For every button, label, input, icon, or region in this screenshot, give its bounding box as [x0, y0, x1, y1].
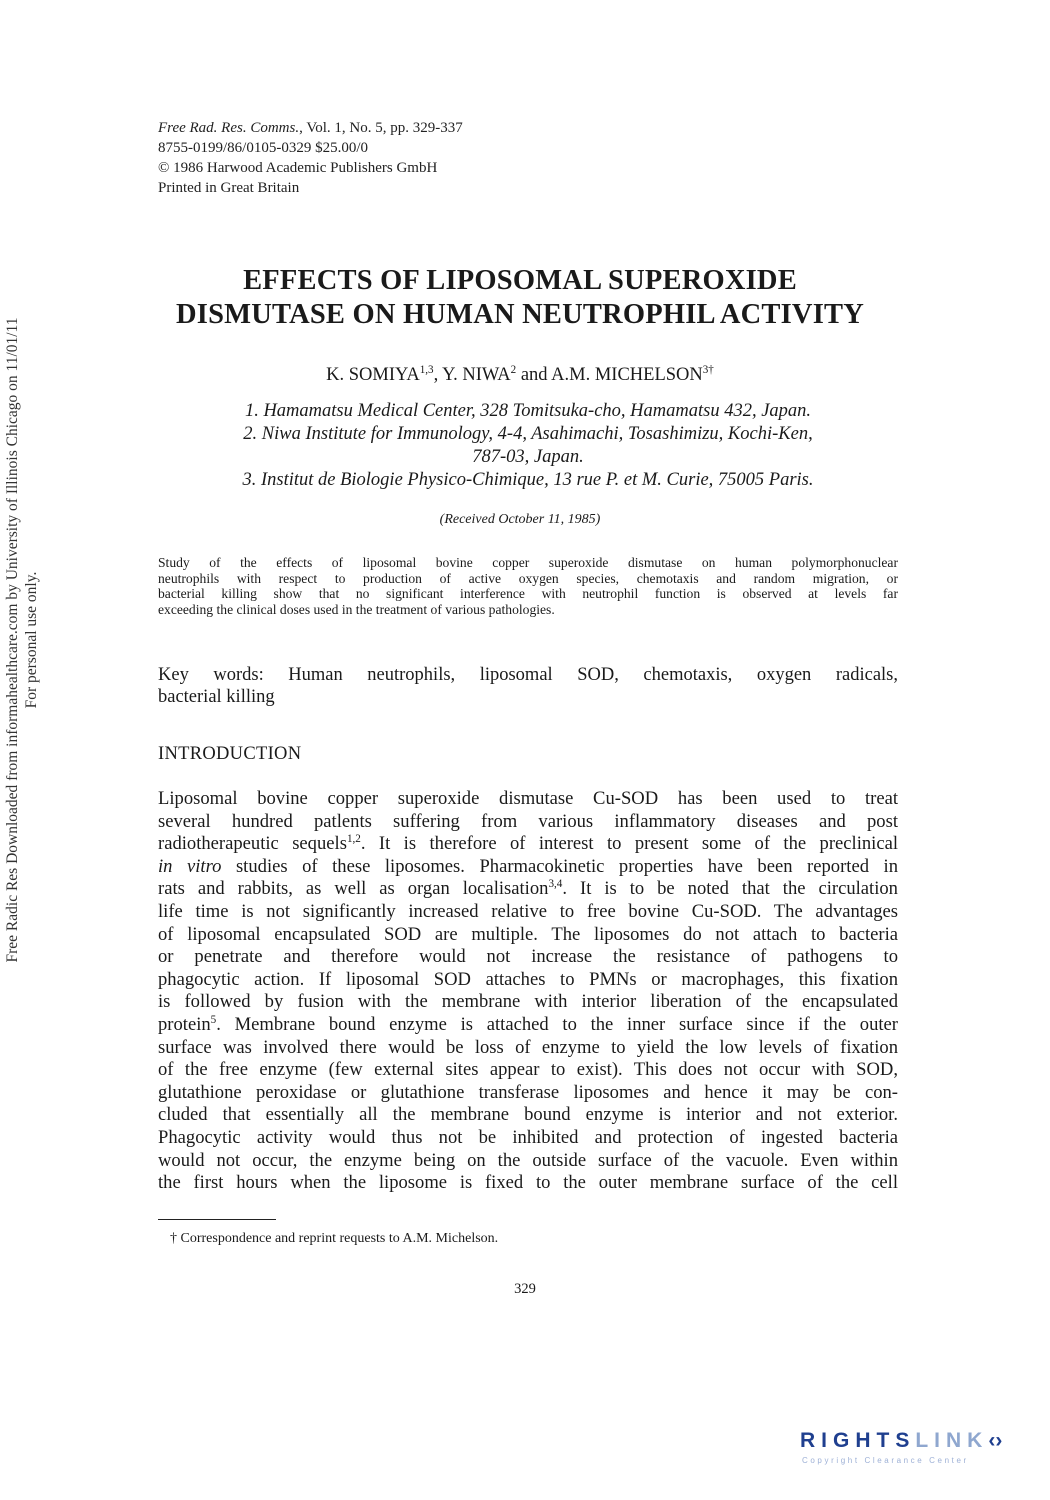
affiliations: [158, 400, 898, 492]
journal-volume: , Vol. 1, No. 5, pp. 329-337: [299, 120, 463, 136]
citation-ref: 5: [210, 1013, 217, 1026]
body-text-run: . Membrane bound enzyme is attached to the inner surface since if the outer: [216, 1013, 898, 1035]
rightslink-wordmark: [800, 1429, 1002, 1453]
body-line: surface was involved there would be loss of enzyme to yield the low levels of fixation: [158, 1036, 898, 1058]
logo-link-text: LINK: [915, 1429, 989, 1452]
abstract: [158, 555, 898, 617]
body-line: several hundred patlents suffering from various inflammatory diseases and post: [158, 810, 898, 832]
article-title: [100, 264, 940, 332]
rightslink-logo[interactable]: [794, 1429, 1034, 1475]
body-line: phagocytic action. If liposomal SOD attaches to PMNs or macrophages, this fixation: [158, 968, 898, 990]
abstract-line: exceeding the clinical doses used in the treatment of various pathologies.: [158, 601, 555, 617]
keywords-line-1: Key words: Human neutrophils, liposomal SOD, chemotaxis, oxygen radicals,: [158, 665, 898, 685]
logo-rights-text: RIGHTS: [800, 1429, 916, 1452]
footnote: † Correspondence and reprint requests to A.M. Michelson.: [170, 1231, 499, 1246]
body-line: [158, 833, 898, 856]
body-line: [158, 878, 898, 901]
keywords-line-2: bacterial killing: [158, 687, 275, 707]
citation-ref: 1,2: [346, 833, 361, 845]
journal-printed: Printed in Great Britain: [158, 180, 300, 196]
download-notice: [0, 160, 44, 1120]
body-line: of the free enzyme (few external sites appear to exist). This does not occur with SOD,: [158, 1059, 898, 1081]
body-text-run: . It is to be noted that the circulation: [562, 878, 898, 900]
keywords: [158, 664, 898, 708]
body-italic-run: in vitro: [158, 855, 222, 877]
body-text-run: protein: [158, 1013, 211, 1035]
author-1-affil: 1,3: [419, 363, 434, 376]
body-line: cluded that essentially all the membrane bound enzyme is interior and not exterior.: [158, 1104, 898, 1126]
abstract-line: bacterial killing show that no significant interference with neutrophil function is observed at levels far: [158, 586, 898, 602]
body-line: Liposomal bovine copper superoxide dismutase Cu-SOD has been used to treat: [158, 788, 898, 809]
download-notice-text: [3, 160, 41, 1120]
body-text-run: studies of these liposomes. Pharmacokinetic properties have been reported in: [221, 855, 898, 877]
body-line: glutathione peroxidase or glutathione transferase liposomes and hence it may be con-: [158, 1081, 898, 1103]
journal-code: 8755-0199/86/0105-0329 $25.00/0: [158, 140, 368, 156]
affiliation-2: 2. Niwa Institute for Immunology, 4-4, Asahimachi, Tosashimizu, Kochi-Ken,: [243, 424, 813, 444]
received-date: (Received October 11, 1985): [439, 512, 601, 527]
body-line: Phagocytic activity would thus not be inhibited and protection of ingested bacteria: [158, 1126, 898, 1148]
body-line: of liposomal encapsulated SOD are multiple. The liposomes do not attach to bacteria: [158, 923, 898, 945]
affiliation-1: 1. Hamamatsu Medical Center, 328 Tomitsuka-cho, Hamamatsu 432, Japan.: [244, 401, 812, 421]
body-line: would not occur, the enzyme being on the outside surface of the vacuole. Even within: [158, 1149, 898, 1171]
author-list: [100, 364, 940, 386]
author-2: , Y. NIWA: [433, 365, 511, 385]
body-line: life time is not significantly increased relative to free bovine Cu-SOD. The advantages: [158, 900, 898, 922]
journal-copyright: © 1986 Harwood Academic Publishers GmbH: [158, 160, 438, 176]
journal-citation: [158, 118, 658, 138]
author-2-affil: 2: [510, 363, 517, 376]
title-line-1: EFFECTS OF LIPOSOMAL SUPEROXIDE: [243, 265, 797, 296]
logo-arrows-icon: ‹›: [988, 1429, 1003, 1452]
author-3-affil: 3†: [702, 363, 714, 376]
affiliation-3: 3. Institut de Biologie Physico-Chimique, 13 rue P. et M. Curie, 75005 Paris.: [242, 470, 814, 490]
download-notice-line-1: Free Radic Res Downloaded from informahealthcare.com by University of Illinois Chicago on 11/01/11: [4, 317, 21, 963]
citation-ref: 3,4: [548, 878, 563, 891]
journal-name: Free Rad. Res. Comms.: [158, 120, 300, 136]
body-line: [158, 1014, 898, 1037]
logo-tagline: Copyright Clearance Center: [802, 1456, 969, 1465]
body-line: the first hours when the liposome is fixed to the outer membrane surface of the cell: [158, 1172, 898, 1194]
author-1: K. SOMIYA: [326, 365, 420, 385]
footnote-divider: [158, 1219, 276, 1220]
affiliation-2-cont: 787-03, Japan.: [472, 447, 584, 467]
title-line-2: DISMUTASE ON HUMAN NEUTROPHIL ACTIVITY: [176, 299, 864, 330]
abstract-line: neutrophils with respect to production of active oxygen species, chemotaxis and random migration, or: [158, 570, 898, 586]
body-line: or penetrate and therefore would not increase the resistance of pathogens to: [158, 946, 898, 968]
page-number: 329: [514, 1281, 536, 1297]
abstract-line: Study of the effects of liposomal bovine copper superoxide dismutase on human polymorphonuclear: [158, 555, 898, 570]
journal-header: [158, 118, 658, 198]
body-line: [158, 856, 898, 879]
introduction-body: [158, 788, 898, 1195]
download-notice-line-2: For personal use only.: [23, 571, 40, 709]
body-text-run: radiotherapeutic sequels: [158, 833, 347, 855]
body-text-run: rats and rabbits, as well as organ localisation: [158, 878, 549, 900]
body-line: is followed by fusion with the membrane with interior liberation of the encapsulated: [158, 991, 898, 1013]
section-heading-introduction: INTRODUCTION: [158, 744, 302, 764]
body-text-run: . It is therefore of interest to present some of the preclinical: [360, 833, 899, 855]
author-3: and A.M. MICHELSON: [516, 365, 703, 385]
